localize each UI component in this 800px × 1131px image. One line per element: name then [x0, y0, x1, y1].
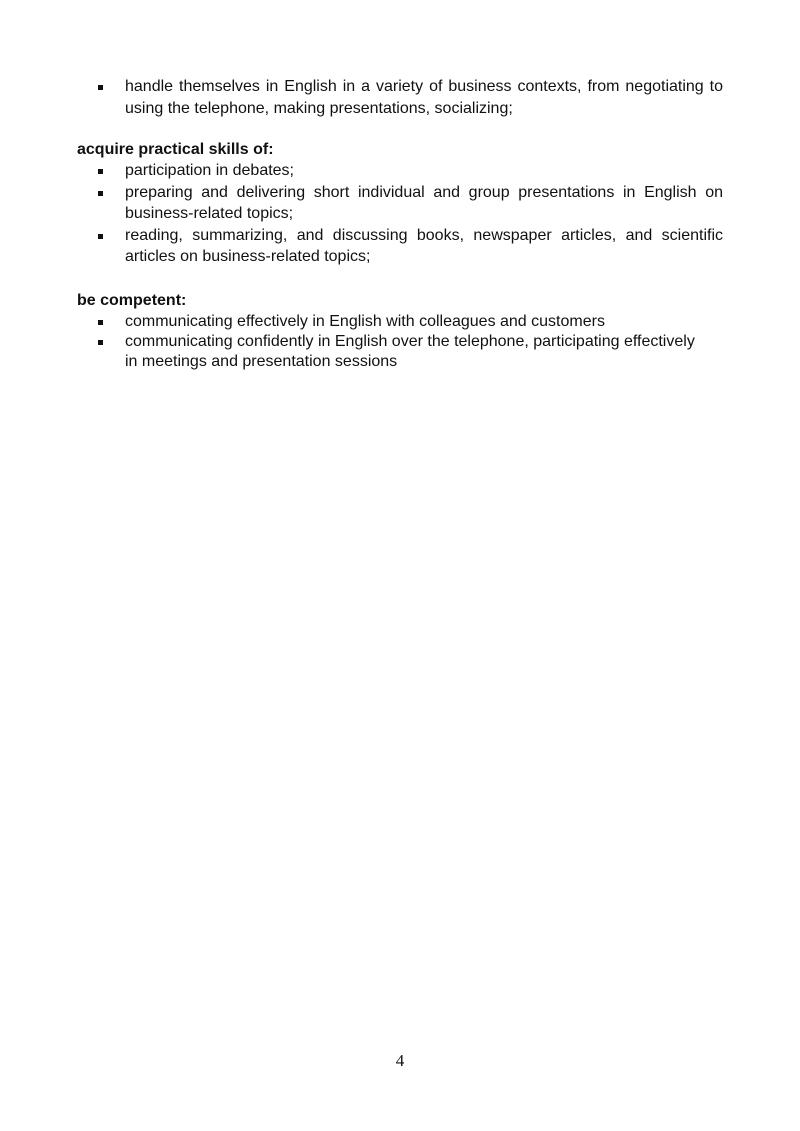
list-item-text: participation in debates; — [125, 162, 294, 179]
intro-list — [0, 76, 800, 119]
bullet-icon — [98, 234, 103, 239]
bullet-icon — [98, 320, 103, 325]
bullet-icon — [98, 340, 103, 345]
intro-list-block — [0, 76, 800, 119]
list-item — [0, 182, 800, 225]
list-item — [0, 225, 800, 268]
list-item-text: communicating effectively in English with colleagues and customers — [125, 313, 605, 330]
section-heading-competent: be competent: — [77, 292, 187, 309]
page-number: 4 — [395, 1051, 405, 1070]
bullet-icon — [98, 191, 103, 196]
bullet-icon — [98, 169, 103, 174]
competent-list — [0, 312, 800, 372]
list-item-text: communicating confidently in English over the telephone, participating effectively in meetings and presentation sessions — [125, 333, 695, 370]
list-item — [0, 76, 800, 119]
list-item — [0, 332, 800, 372]
list-item-text: handle themselves in English in a variety of business contexts, from negotiating to using the telephone, making presentations, socializing; — [125, 78, 723, 117]
bullet-icon — [98, 85, 103, 90]
list-item-text: preparing and delivering short individual and group presentations in English on business-related topics; — [125, 183, 723, 222]
practical-skills-block — [0, 160, 800, 268]
section-heading-practical-skills: acquire practical skills of: — [77, 141, 274, 158]
list-item — [0, 160, 800, 182]
competent-block — [0, 312, 800, 372]
list-item — [0, 312, 800, 332]
practical-skills-list — [0, 160, 800, 268]
list-item-text: reading, summarizing, and discussing books, newspaper articles, and scientific articles on business-related topics; — [125, 226, 723, 265]
